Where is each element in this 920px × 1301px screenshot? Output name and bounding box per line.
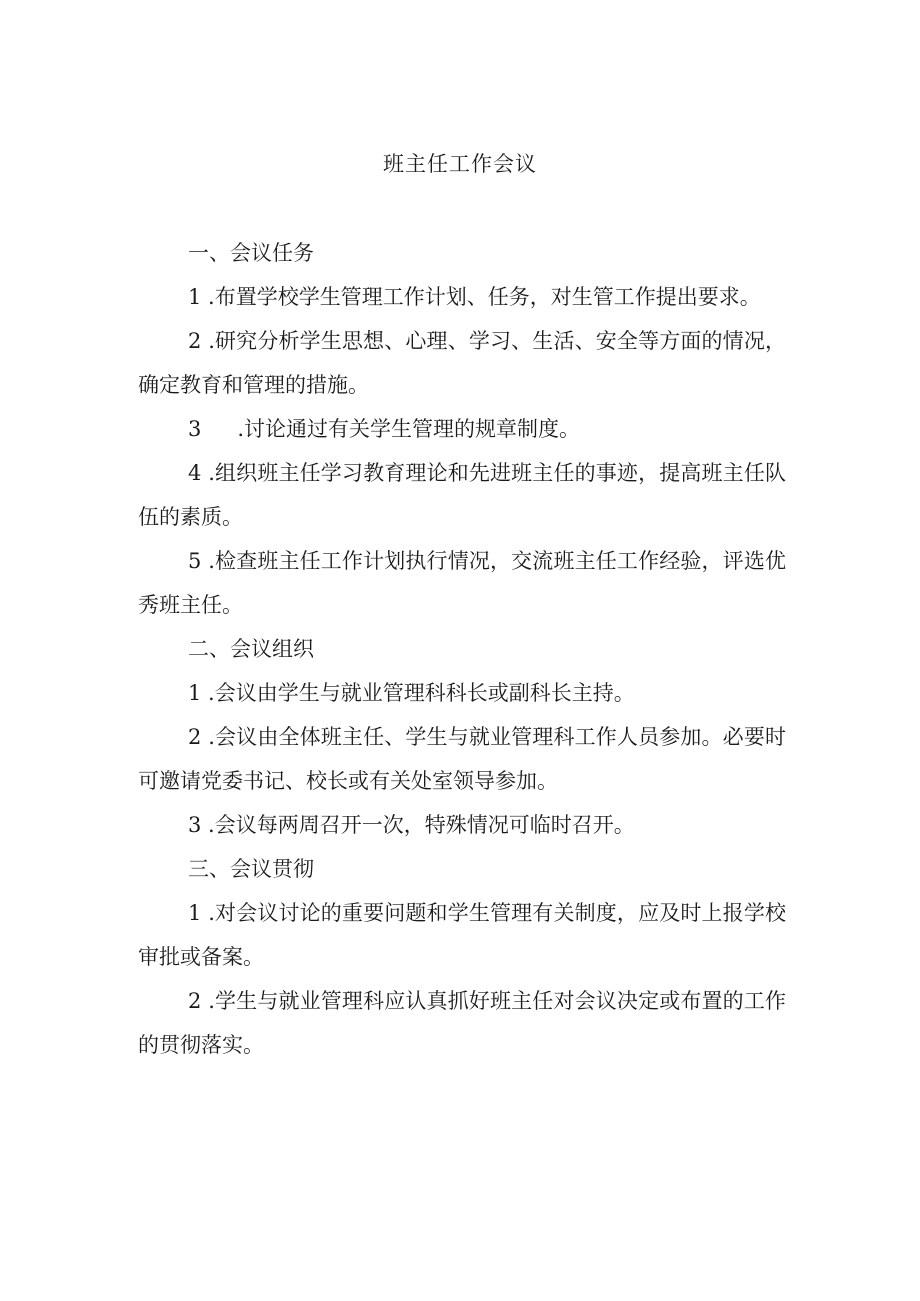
implementation-item-1: 1 .对会议讨论的重要问题和学生管理有关制度，应及时上报学校审批或备案。 <box>138 901 786 969</box>
task-item-4: 4 .组织班主任学习教育理论和先进班主任的事迹，提高班主任队伍的素质。 <box>138 461 786 529</box>
task-item-3-number: 3 <box>188 417 202 441</box>
section-heading-tasks: 一、会议任务 <box>188 241 314 265</box>
document-body <box>138 231 786 1067</box>
organization-item-1: 1 .会议由学生与就业管理科科长或副科长主持。 <box>188 681 635 705</box>
section-heading-implementation: 三、会议贯彻 <box>188 857 314 881</box>
task-item-3 <box>138 407 786 451</box>
implementation-item-2: 2 .学生与就业管理科应认真抓好班主任对会议决定或布置的工作的贯彻落实。 <box>138 989 786 1057</box>
task-item-3-text: .讨论通过有关学生管理的规章制度。 <box>237 417 581 441</box>
section-heading-organization: 二、会议组织 <box>188 637 314 661</box>
task-item-2: 2 .研究分析学生思想、心理、学习、生活、安全等方面的情况，确定教育和管理的措施。 <box>138 329 786 397</box>
document-title: 班主任工作会议 <box>383 152 537 176</box>
organization-item-2: 2 .会议由全体班主任、学生与就业管理科工作人员参加。必要时可邀请党委书记、校长或有关处室领导参加。 <box>138 725 786 793</box>
task-item-5: 5 .检查班主任工作计划执行情况，交流班主任工作经验，评选优秀班主任。 <box>138 549 786 617</box>
task-item-1: 1 .布置学校学生管理工作计划、任务，对生管工作提出要求。 <box>188 285 761 309</box>
organization-item-3: 3 .会议每两周召开一次，特殊情况可临时召开。 <box>188 813 635 837</box>
